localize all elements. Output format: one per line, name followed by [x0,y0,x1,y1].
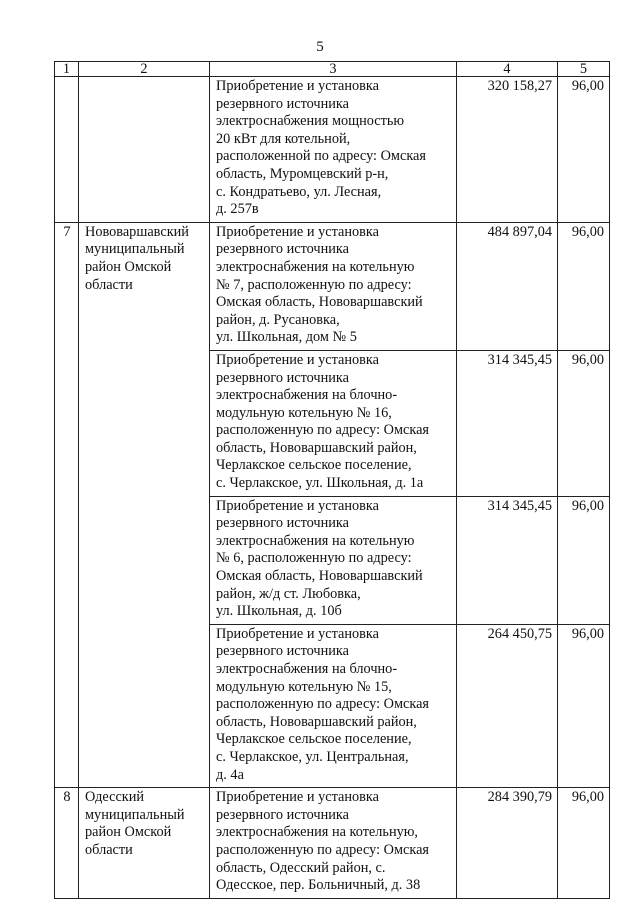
page-number: 5 [316,39,324,55]
header-row [55,62,610,77]
description-cell: Приобретение и установка резервного источника электроснабжения мощностью 20 кВт для котельной, расположенной по адресу: Омская область, Муромцевский р-н, с. Кондратьево, ул. Лесная, д. 257в [210,77,457,223]
table-row [55,222,610,350]
row-number-cell: 7 [55,222,79,787]
district-cell [79,77,210,223]
district-cell: Одесский муниципальный район Омской области [79,788,210,899]
description-cell: Приобретение и установка резервного источника электроснабжения на блочно- модульную котельную № 16, расположенную по адресу: Омская область, Нововаршавский район, Черлакское сельское поселение, с. Черлакское, ул. Школьная, д. 1а [210,350,457,496]
description-cell: Приобретение и установка резервного источника электроснабжения на блочно- модульную котельную № 15, расположенную по адресу: Омская область, Нововаршавский район, Черлакское сельское поселение, с. Черлакское, ул. Центральная, д. 4а [210,624,457,787]
amount-cell: 314 345,45 [457,350,558,496]
column-header-3: 3 [210,62,457,77]
amount-cell: 484 897,04 [457,222,558,350]
row-number-cell [55,77,79,223]
percent-cell: 96,00 [558,788,610,899]
description-cell: Приобретение и установка резервного источника электроснабжения на котельную № 6, расположенную по адресу: Омская область, Нововаршавский район, ж/д ст. Любовка, ул. Школьная, д. 10б [210,496,457,624]
amount-cell: 264 450,75 [457,624,558,787]
description-cell: Приобретение и установка резервного источника электроснабжения на котельную № 7, расположенную по адресу: Омская область, Нововаршавский район, д. Русановка, ул. Школьная, дом № 5 [210,222,457,350]
column-header-5: 5 [558,62,610,77]
percent-cell: 96,00 [558,222,610,350]
column-header-1: 1 [55,62,79,77]
table-row [55,788,610,899]
row-number-cell: 8 [55,788,79,899]
percent-cell: 96,00 [558,624,610,787]
table-row [55,77,610,223]
column-header-4: 4 [457,62,558,77]
column-header-2: 2 [79,62,210,77]
percent-cell: 96,00 [558,77,610,223]
amount-cell: 314 345,45 [457,496,558,624]
district-cell: Нововаршавский муниципальный район Омской области [79,222,210,787]
percent-cell: 96,00 [558,496,610,624]
amount-cell: 284 390,79 [457,788,558,899]
percent-cell: 96,00 [558,350,610,496]
description-cell: Приобретение и установка резервного источника электроснабжения на котельную, расположенную по адресу: Омская область, Одесский район, с. Одесское, пер. Больничный, д. 38 [210,788,457,899]
subsidy-table [54,61,610,899]
amount-cell: 320 158,27 [457,77,558,223]
